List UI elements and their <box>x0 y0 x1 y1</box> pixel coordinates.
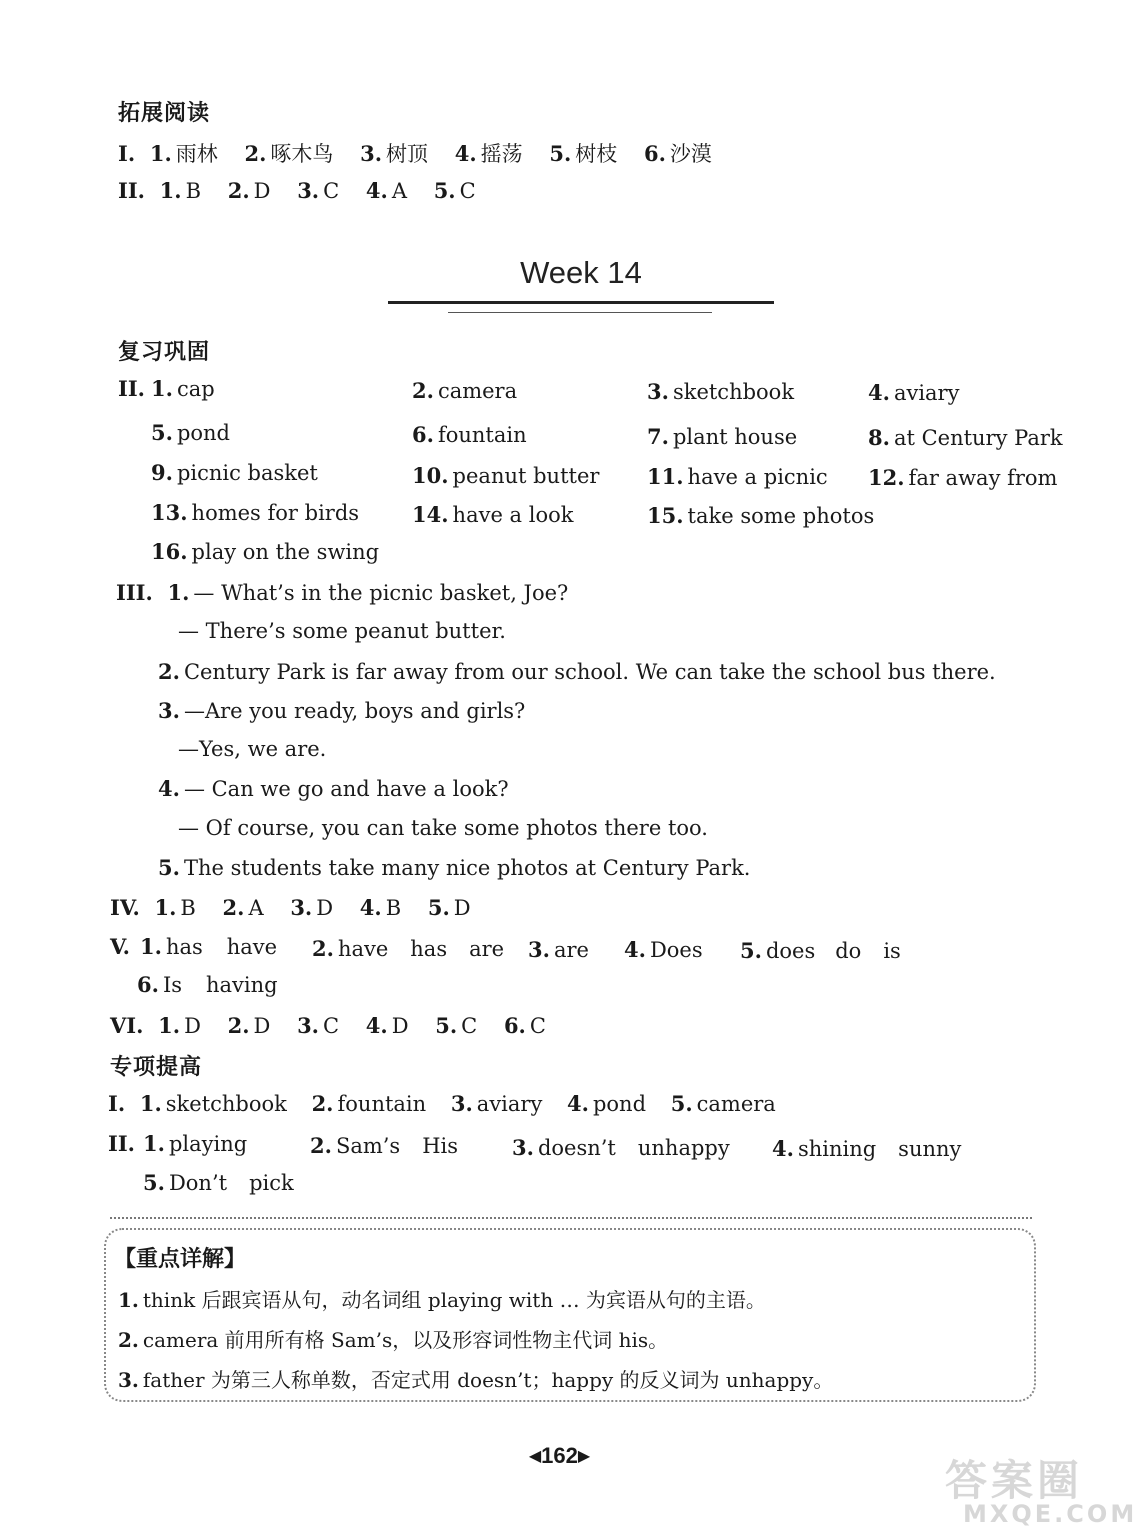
num: 5. <box>549 141 572 166</box>
answer: 树顶 <box>386 142 429 166</box>
answer: A <box>248 896 264 920</box>
num: 4. <box>868 380 890 405</box>
answer-row-VI <box>110 1013 546 1038</box>
answer: 摇荡 <box>480 142 523 166</box>
num: 1. <box>151 376 173 401</box>
num: 9. <box>151 460 173 485</box>
num: 7. <box>647 424 669 449</box>
explanation-line <box>118 1324 668 1353</box>
answer-group <box>140 934 277 959</box>
sentence: — What’s in the picnic basket, Joe? <box>193 581 569 605</box>
answer: pick <box>249 1171 294 1195</box>
vocab-item <box>412 422 527 447</box>
answer: B <box>185 179 202 203</box>
vocab-item <box>151 500 359 525</box>
num: 4. <box>365 178 388 203</box>
vocab-item <box>412 502 573 527</box>
num: 5. <box>740 938 762 963</box>
num: 16. <box>151 539 188 564</box>
answer: are <box>553 938 589 962</box>
vocab-item <box>151 420 230 445</box>
num: 15. <box>647 503 684 528</box>
section-heading-extended-reading: 拓展阅读 <box>118 100 211 126</box>
watermark <box>925 1448 1137 1532</box>
answer-group <box>772 1136 961 1161</box>
explanation-text: think 后跟宾语从句，动名词组 playing with … 为宾语从句的主语。 <box>142 1288 766 1312</box>
num: 1. <box>167 580 190 605</box>
answer: pond <box>592 1092 647 1116</box>
answer-group <box>143 1131 247 1156</box>
num: 5. <box>158 855 180 880</box>
roman-label: I. <box>108 1091 126 1116</box>
answer: unhappy <box>637 1136 730 1160</box>
num: 6. <box>503 1013 526 1038</box>
num: 3. <box>450 1091 473 1116</box>
num: 5. <box>151 420 173 445</box>
watermark-top: 答案圈 <box>945 1456 1084 1505</box>
answer-row-ext-I <box>118 138 712 168</box>
num: 4. <box>359 895 382 920</box>
answer: 啄木鸟 <box>270 142 334 166</box>
page-number-value: 162 <box>541 1443 578 1468</box>
num: 4. <box>624 937 646 962</box>
num: 10. <box>412 463 449 488</box>
answer-row-ext-II <box>118 178 476 203</box>
num: 3. <box>118 1368 139 1392</box>
answer: C <box>459 179 476 203</box>
answer: sunny <box>898 1137 962 1161</box>
num: 2. <box>312 936 334 961</box>
sentence: —Are you ready, boys and girls? <box>183 699 526 723</box>
answer: picnic basket <box>176 461 318 485</box>
answer: aviary <box>893 381 960 405</box>
num: 1. <box>143 1131 165 1156</box>
answer: have a look <box>452 503 574 527</box>
num: 3. <box>528 937 550 962</box>
sentence-line: — Of course, you can take some photos there too. <box>178 816 708 840</box>
answer: D <box>184 1014 201 1038</box>
num: 6. <box>412 422 434 447</box>
answer: 沙漠 <box>669 142 712 166</box>
answer: cap <box>176 377 215 401</box>
num: 1. <box>149 141 172 166</box>
answer: far away from <box>908 466 1058 490</box>
answer-row-special-I <box>108 1091 776 1116</box>
num: 4. <box>454 141 477 166</box>
answer: play on the swing <box>191 540 380 564</box>
sentence: — Can we go and have a look? <box>183 777 509 801</box>
answer: C <box>323 179 340 203</box>
vocab-item <box>412 463 599 488</box>
num: 6. <box>137 972 159 997</box>
section-heading-special: 专项提高 <box>110 1054 203 1080</box>
answer: D <box>316 896 334 920</box>
answer: at Century Park <box>893 426 1063 450</box>
answer: 树枝 <box>575 142 618 166</box>
answer-group <box>528 937 589 962</box>
answer: His <box>422 1134 459 1158</box>
left-triangle-icon: ◀ <box>528 1448 542 1465</box>
roman-label: I. <box>118 141 136 166</box>
num: 2. <box>244 141 267 166</box>
answer: does <box>765 939 816 963</box>
answer-group <box>143 1170 294 1195</box>
num: 2. <box>311 1091 334 1116</box>
roman-label: VI. <box>110 1013 144 1038</box>
vocab-item <box>647 464 828 489</box>
answer: have a picnic <box>687 465 828 489</box>
num: 8. <box>868 425 890 450</box>
answer: Sam’s <box>335 1134 401 1158</box>
answer: sketchbook <box>672 380 795 404</box>
answer: D <box>253 1014 271 1038</box>
vocab-item <box>647 503 874 528</box>
sentence: The students take many nice photos at Century Park. <box>183 856 751 880</box>
answer-group <box>624 937 703 962</box>
explanation-line <box>118 1284 766 1313</box>
vocab-item <box>868 465 1057 490</box>
num: 6. <box>643 141 666 166</box>
num: 2. <box>118 1328 139 1352</box>
answer: C <box>323 1014 340 1038</box>
roman-label: II. <box>118 376 145 401</box>
num: 5. <box>433 178 456 203</box>
answer: have <box>226 935 278 959</box>
vocab-item <box>151 376 215 401</box>
num: 5. <box>670 1091 693 1116</box>
separator-dotted <box>110 1217 1032 1219</box>
answer: camera <box>696 1092 776 1116</box>
answer: Is <box>162 973 183 997</box>
num: 3. <box>158 698 180 723</box>
answer: do <box>835 939 862 963</box>
answer: fountain <box>437 423 527 447</box>
num: 4. <box>567 1091 589 1116</box>
num: 1. <box>118 1288 139 1312</box>
title-rule-thick <box>388 301 774 304</box>
answer: sketchbook <box>165 1092 287 1116</box>
answer: camera <box>437 379 518 403</box>
roman-label: V. <box>110 934 130 959</box>
answer: B <box>385 896 402 920</box>
num: 1. <box>139 1091 162 1116</box>
sentence-line <box>158 776 509 801</box>
answer: take some photos <box>687 504 875 528</box>
explanation-text: camera 前用所有格 Sam’s，以及形容词性物主代词 his。 <box>142 1328 669 1352</box>
answer: Does <box>649 938 703 962</box>
answer: has <box>410 937 448 961</box>
num: 1. <box>154 895 177 920</box>
vocab-item <box>412 378 517 403</box>
vocab-item <box>151 460 318 485</box>
explanation-text: father 为第三人称单数，否定式用 doesn’t；happy 的反义词为 unhappy。 <box>142 1368 834 1392</box>
num: 1. <box>159 178 182 203</box>
num: 2. <box>310 1133 332 1158</box>
num: 11. <box>647 464 684 489</box>
answer: homes for birds <box>191 501 360 525</box>
answer: shining <box>797 1137 877 1161</box>
num: 3. <box>647 379 669 404</box>
explanation-title: 【重点详解】 <box>114 1246 247 1272</box>
sentence-line: —Yes, we are. <box>178 737 327 761</box>
answer: C <box>461 1014 478 1038</box>
answer: C <box>529 1014 546 1038</box>
num: 2. <box>158 659 180 684</box>
num: 4. <box>772 1136 794 1161</box>
roman-label: III. <box>116 580 153 605</box>
num: 3. <box>290 895 313 920</box>
answer: A <box>391 179 407 203</box>
answer: peanut butter <box>452 464 600 488</box>
num: 2. <box>412 378 434 403</box>
answer: having <box>206 973 278 997</box>
answer-group <box>137 972 278 997</box>
answer: aviary <box>476 1092 543 1116</box>
sentence: Century Park is far away from our school. We can take the school bus there. <box>183 660 996 684</box>
week-title: Week 14 <box>520 255 642 290</box>
num: 3. <box>297 1013 319 1038</box>
explanation-line <box>118 1364 833 1393</box>
answer: have <box>337 937 389 961</box>
num: 14. <box>412 502 449 527</box>
sentence-line <box>116 580 568 605</box>
vocab-item <box>868 425 1063 450</box>
roman-label: II. <box>108 1131 135 1156</box>
answer: B <box>180 896 196 920</box>
roman-label: IV. <box>110 895 140 920</box>
section-heading-review: 复习巩固 <box>118 339 211 365</box>
answer-group <box>312 936 504 961</box>
vocab-item <box>151 539 379 564</box>
num: 1. <box>140 934 162 959</box>
num: 4. <box>158 776 180 801</box>
num: 3. <box>512 1135 534 1160</box>
answer: fountain <box>337 1092 427 1116</box>
sentence-line <box>158 659 996 684</box>
num: 2. <box>227 1013 250 1038</box>
num: 2. <box>222 895 245 920</box>
watermark-bottom: MXQE.COM <box>963 1500 1137 1528</box>
right-triangle-icon: ▶ <box>577 1448 591 1465</box>
answer: plant house <box>672 425 798 449</box>
answer: has <box>165 935 203 959</box>
answer-row-IV <box>110 895 471 920</box>
num: 5. <box>435 1013 458 1038</box>
answer-group <box>310 1133 458 1158</box>
vocab-item <box>868 380 959 405</box>
answer: doesn’t <box>537 1136 616 1160</box>
num: 3. <box>297 178 320 203</box>
answer: playing <box>168 1132 248 1156</box>
num: 5. <box>143 1170 165 1195</box>
answer: D <box>391 1014 409 1038</box>
roman-label: II. <box>118 178 145 203</box>
answer: are <box>469 937 505 961</box>
vocab-item <box>647 379 794 404</box>
num: 4. <box>365 1013 388 1038</box>
answer: D <box>253 179 271 203</box>
answer: D <box>453 896 471 920</box>
answer: Don’t <box>168 1171 228 1195</box>
vocab-item <box>647 424 797 449</box>
sentence-line: — There’s some peanut butter. <box>178 619 506 643</box>
num: 3. <box>360 141 383 166</box>
answer: pond <box>176 421 230 445</box>
num: 2. <box>227 178 250 203</box>
num: 12. <box>868 465 905 490</box>
answer-group <box>740 938 901 963</box>
title-rule-thin <box>448 312 712 313</box>
num: 13. <box>151 500 188 525</box>
answer: 雨林 <box>175 142 218 166</box>
answer-group <box>512 1135 730 1160</box>
sentence-line <box>158 855 750 880</box>
answer: is <box>883 939 901 963</box>
num: 5. <box>427 895 450 920</box>
sentence-line <box>158 698 525 723</box>
num: 1. <box>158 1013 181 1038</box>
